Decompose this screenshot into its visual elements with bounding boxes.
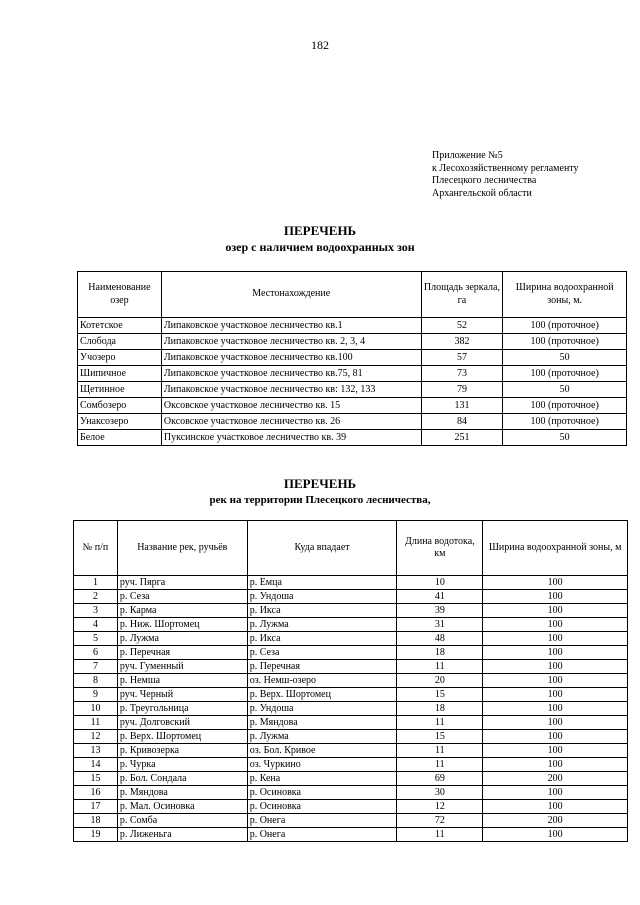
lake-location-cell: Липаковское участковое лесничество кв.100 xyxy=(161,350,421,366)
river-length-cell: 20 xyxy=(397,674,483,688)
river-number-cell: 10 xyxy=(74,702,118,716)
river-number-cell: 12 xyxy=(74,730,118,744)
river-length-cell: 11 xyxy=(397,828,483,842)
lake-area-cell: 57 xyxy=(421,350,503,366)
river-name-cell: р. Мяндова xyxy=(117,786,247,800)
table-row xyxy=(78,318,627,334)
table-row xyxy=(74,660,628,674)
lake-name-cell: Шипичное xyxy=(78,366,162,382)
river-number-cell: 4 xyxy=(74,618,118,632)
river-mouth-cell: оз. Чуркино xyxy=(247,758,397,772)
river-length-cell: 72 xyxy=(397,814,483,828)
appendix-line: Архангельской области xyxy=(432,187,532,199)
river-zone-width-cell: 100 xyxy=(483,660,628,674)
river-name-cell: р. Кривозерка xyxy=(117,744,247,758)
lake-zone-width-cell: 100 (проточное) xyxy=(503,366,627,382)
lakes-title: ПЕРЕЧЕНЬ xyxy=(283,223,357,238)
rivers-table-body xyxy=(74,576,628,842)
table-row xyxy=(74,632,628,646)
river-mouth-cell: р. Верх. Шортомец xyxy=(247,688,397,702)
river-zone-width-cell: 100 xyxy=(483,828,628,842)
river-mouth-cell: р. Мяндова xyxy=(247,716,397,730)
river-zone-width-cell: 100 xyxy=(483,744,628,758)
river-zone-width-cell: 100 xyxy=(483,618,628,632)
river-mouth-cell: р. Сеза xyxy=(247,646,397,660)
table-row xyxy=(74,618,628,632)
table-row xyxy=(74,576,628,590)
lake-area-cell: 382 xyxy=(421,334,503,350)
river-number-cell: 18 xyxy=(74,814,118,828)
river-zone-width-cell: 100 xyxy=(483,604,628,618)
lakes-subtitle: озер с наличием водоохранных зон xyxy=(225,240,415,254)
river-mouth-cell: р. Перечная xyxy=(247,660,397,674)
river-zone-width-cell: 100 xyxy=(483,590,628,604)
river-number-cell: 17 xyxy=(74,800,118,814)
river-length-cell: 11 xyxy=(397,716,483,730)
table-row xyxy=(74,688,628,702)
river-zone-width-cell: 100 xyxy=(483,632,628,646)
river-mouth-cell: р. Кена xyxy=(247,772,397,786)
lake-zone-width-cell: 50 xyxy=(503,430,627,446)
river-mouth-cell: оз. Немш-озеро xyxy=(247,674,397,688)
river-zone-width-cell: 200 xyxy=(483,814,628,828)
river-length-cell: 31 xyxy=(397,618,483,632)
river-length-cell: 11 xyxy=(397,660,483,674)
river-name-cell: р. Лужма xyxy=(117,632,247,646)
river-name-cell: руч. Долговский xyxy=(117,716,247,730)
lake-area-cell: 79 xyxy=(421,382,503,398)
lake-zone-width-cell: 100 (проточное) xyxy=(503,414,627,430)
rivers-subtitle: рек на территории Плесецкого лесничества, xyxy=(209,494,431,506)
river-name-cell: руч. Черный xyxy=(117,688,247,702)
river-zone-width-cell: 100 xyxy=(483,716,628,730)
lake-name-cell: Учозеро xyxy=(78,350,162,366)
table-row xyxy=(74,604,628,618)
river-number-cell: 5 xyxy=(74,632,118,646)
river-name-cell: р. Сеза xyxy=(117,590,247,604)
river-length-cell: 15 xyxy=(397,730,483,744)
table-row xyxy=(78,414,627,430)
table-row xyxy=(78,350,627,366)
table-row xyxy=(74,814,628,828)
river-zone-width-cell: 100 xyxy=(483,786,628,800)
river-number-cell: 9 xyxy=(74,688,118,702)
river-zone-width-cell: 100 xyxy=(483,688,628,702)
river-length-cell: 39 xyxy=(397,604,483,618)
river-length-cell: 12 xyxy=(397,800,483,814)
river-mouth-cell: р. Лужма xyxy=(247,730,397,744)
river-length-cell: 18 xyxy=(397,702,483,716)
lake-zone-width-cell: 100 (проточное) xyxy=(503,398,627,414)
river-number-cell: 19 xyxy=(74,828,118,842)
river-zone-width-cell: 100 xyxy=(483,674,628,688)
rivers-table xyxy=(73,520,628,842)
river-name-cell: р. Ниж. Шортомец xyxy=(117,618,247,632)
table-row xyxy=(74,674,628,688)
column-header-width: Ширина водоохранной зоны, м xyxy=(483,521,628,576)
river-length-cell: 48 xyxy=(397,632,483,646)
river-length-cell: 18 xyxy=(397,646,483,660)
river-number-cell: 14 xyxy=(74,758,118,772)
lakes-table-body xyxy=(78,318,627,446)
river-name-cell: р. Бол. Сондала xyxy=(117,772,247,786)
table-row xyxy=(78,382,627,398)
table-row xyxy=(74,758,628,772)
river-number-cell: 7 xyxy=(74,660,118,674)
river-length-cell: 10 xyxy=(397,576,483,590)
rivers-title: ПЕРЕЧЕНЬ xyxy=(283,476,357,491)
table-row xyxy=(78,430,627,446)
river-name-cell: руч. Пярга xyxy=(117,576,247,590)
river-length-cell: 11 xyxy=(397,744,483,758)
river-mouth-cell: р. Ундоша xyxy=(247,590,397,604)
river-mouth-cell: р. Осиновка xyxy=(247,800,397,814)
lake-location-cell: Липаковское участковое лесничество кв. 2, 3, 4 xyxy=(161,334,421,350)
table-row xyxy=(74,800,628,814)
river-name-cell: руч. Гуменный xyxy=(117,660,247,674)
river-number-cell: 11 xyxy=(74,716,118,730)
table-row xyxy=(74,772,628,786)
river-name-cell: р. Перечная xyxy=(117,646,247,660)
river-name-cell: р. Лиженьга xyxy=(117,828,247,842)
column-header-area: Площадь зеркала, га xyxy=(421,272,503,318)
river-number-cell: 1 xyxy=(74,576,118,590)
river-number-cell: 2 xyxy=(74,590,118,604)
river-mouth-cell: р. Лужма xyxy=(247,618,397,632)
river-name-cell: р. Карма xyxy=(117,604,247,618)
river-name-cell: р. Мал. Осиновка xyxy=(117,800,247,814)
lake-name-cell: Белое xyxy=(78,430,162,446)
table-header-row xyxy=(74,521,628,576)
table-row xyxy=(74,716,628,730)
column-header-location: Местонахождение xyxy=(161,272,421,318)
river-length-cell: 11 xyxy=(397,758,483,772)
river-number-cell: 16 xyxy=(74,786,118,800)
river-name-cell: р. Чурка xyxy=(117,758,247,772)
river-zone-width-cell: 100 xyxy=(483,576,628,590)
lake-name-cell: Унаксозеро xyxy=(78,414,162,430)
river-zone-width-cell: 100 xyxy=(483,730,628,744)
lakes-table xyxy=(77,271,627,446)
lake-area-cell: 73 xyxy=(421,366,503,382)
river-zone-width-cell: 100 xyxy=(483,646,628,660)
river-length-cell: 41 xyxy=(397,590,483,604)
table-row xyxy=(78,398,627,414)
lake-location-cell: Оксовское участковое лесничество кв. 26 xyxy=(161,414,421,430)
lake-zone-width-cell: 50 xyxy=(503,350,627,366)
table-row xyxy=(74,828,628,842)
appendix-note xyxy=(432,150,579,200)
lake-name-cell: Щетинное xyxy=(78,382,162,398)
river-number-cell: 8 xyxy=(74,674,118,688)
river-zone-width-cell: 100 xyxy=(483,758,628,772)
lake-zone-width-cell: 50 xyxy=(503,382,627,398)
river-mouth-cell: р. Ундоша xyxy=(247,702,397,716)
table-row xyxy=(74,786,628,800)
lake-location-cell: Липаковское участковое лесничество кв: 132, 133 xyxy=(161,382,421,398)
lake-location-cell: Липаковское участковое лесничество кв.75, 81 xyxy=(161,366,421,382)
lake-name-cell: Котетское xyxy=(78,318,162,334)
river-mouth-cell: р. Онега xyxy=(247,828,397,842)
river-length-cell: 69 xyxy=(397,772,483,786)
lake-area-cell: 52 xyxy=(421,318,503,334)
table-row xyxy=(74,744,628,758)
river-mouth-cell: оз. Бол. Кривое xyxy=(247,744,397,758)
column-header-name: Наименование озер xyxy=(78,272,162,318)
river-name-cell: р. Немша xyxy=(117,674,247,688)
lake-area-cell: 251 xyxy=(421,430,503,446)
river-number-cell: 15 xyxy=(74,772,118,786)
river-number-cell: 6 xyxy=(74,646,118,660)
lake-location-cell: Оксовское участковое лесничество кв. 15 xyxy=(161,398,421,414)
river-mouth-cell: р. Осиновка xyxy=(247,786,397,800)
column-header-num: № п/п xyxy=(74,521,118,576)
table-row xyxy=(74,730,628,744)
table-row xyxy=(74,702,628,716)
river-zone-width-cell: 200 xyxy=(483,772,628,786)
rivers-heading xyxy=(0,475,640,509)
river-number-cell: 3 xyxy=(74,604,118,618)
table-header-row xyxy=(78,272,627,318)
lake-name-cell: Сомбозеро xyxy=(78,398,162,414)
column-header-name: Название рек, ручьёв xyxy=(117,521,247,576)
table-row xyxy=(74,646,628,660)
river-length-cell: 30 xyxy=(397,786,483,800)
river-name-cell: р. Сомба xyxy=(117,814,247,828)
river-mouth-cell: р. Икса xyxy=(247,604,397,618)
river-mouth-cell: р. Емца xyxy=(247,576,397,590)
lake-zone-width-cell: 100 (проточное) xyxy=(503,334,627,350)
appendix-line: к Лесохозяйственному регламенту xyxy=(432,162,579,174)
lake-location-cell: Липаковское участковое лесничество кв.1 xyxy=(161,318,421,334)
river-length-cell: 15 xyxy=(397,688,483,702)
river-name-cell: р. Треугольница xyxy=(117,702,247,716)
column-header-length: Длина водотока, км xyxy=(397,521,483,576)
lake-location-cell: Пуксинское участковое лесничество кв. 39 xyxy=(161,430,421,446)
appendix-line: Приложение №5 xyxy=(432,150,503,161)
table-row xyxy=(74,590,628,604)
lakes-heading xyxy=(0,222,640,256)
river-zone-width-cell: 100 xyxy=(483,800,628,814)
appendix-line: Плесецкого лесничества xyxy=(432,175,537,186)
lake-area-cell: 84 xyxy=(421,414,503,430)
river-number-cell: 13 xyxy=(74,744,118,758)
table-row xyxy=(78,366,627,382)
table-row xyxy=(78,334,627,350)
lake-name-cell: Слобода xyxy=(78,334,162,350)
column-header-into: Куда впадает xyxy=(247,521,397,576)
page-number: 182 xyxy=(311,38,329,52)
river-zone-width-cell: 100 xyxy=(483,702,628,716)
river-mouth-cell: р. Онега xyxy=(247,814,397,828)
river-name-cell: р. Верх. Шортомец xyxy=(117,730,247,744)
river-mouth-cell: р. Икса xyxy=(247,632,397,646)
column-header-width: Ширина водоохранной зоны, м. xyxy=(503,272,627,318)
lake-area-cell: 131 xyxy=(421,398,503,414)
lake-zone-width-cell: 100 (проточное) xyxy=(503,318,627,334)
